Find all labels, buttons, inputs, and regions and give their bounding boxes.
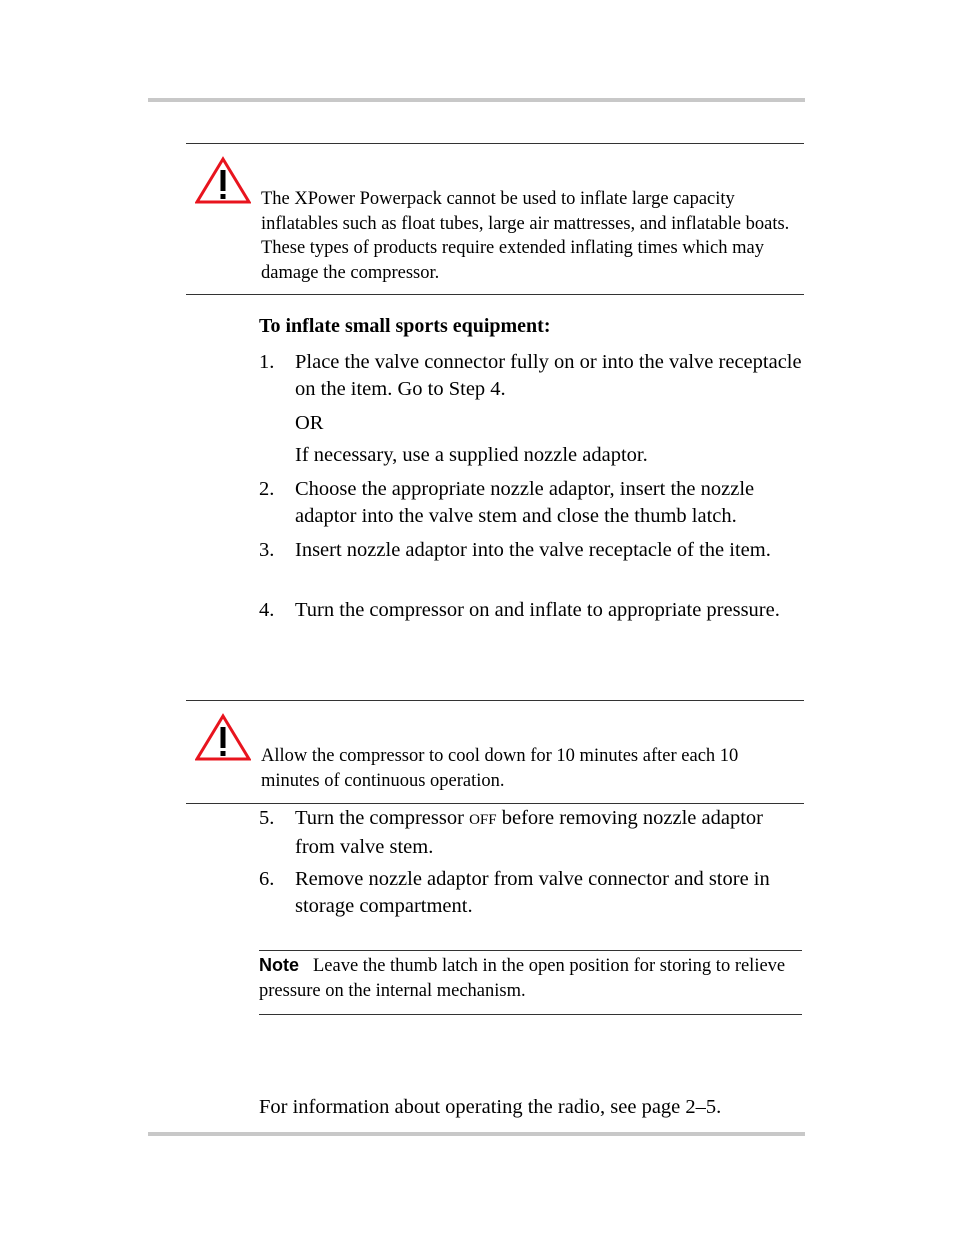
note-label: Note bbox=[259, 955, 299, 975]
radio-reference-text: For information about operating the radio, see page 2–5. bbox=[259, 1096, 722, 1118]
warning-text: The XPower Powerpack cannot be used to inflate large capacity inflatables such as float tubes, large air mattresses, and inflatable boats. These types of products require extended inflating times which may damage the compressor. bbox=[261, 189, 790, 283]
caution-text: Allow the compressor to cool down for 10 minutes after each 10 minutes of continuous operation. bbox=[261, 746, 739, 791]
note-bottom-rule bbox=[259, 1014, 802, 1015]
procedure-heading: To inflate small sports equipment: bbox=[259, 315, 551, 337]
caution-bottom-rule bbox=[186, 803, 804, 804]
step-number: 3. bbox=[259, 539, 275, 561]
step-number: 5. bbox=[259, 807, 275, 829]
step-text: Turn the compressor on and inflate to appropriate pressure. bbox=[295, 599, 780, 621]
step-number: 4. bbox=[259, 599, 275, 621]
footer-rule bbox=[148, 1132, 805, 1136]
note-block bbox=[259, 953, 799, 1004]
alternative-text: If necessary, use a supplied nozzle adaptor. bbox=[295, 444, 648, 466]
warning-triangle-icon bbox=[195, 156, 251, 204]
step-text-after: before removing nozzle adaptor from valve stem. bbox=[295, 807, 763, 858]
step-number: 2. bbox=[259, 478, 275, 500]
warning-bottom-rule bbox=[186, 294, 804, 295]
step-text-before: Turn the compressor bbox=[295, 807, 470, 829]
warning-triangle-icon bbox=[195, 713, 251, 761]
note-text: Leave the thumb latch in the open position for storing to relieve pressure on the internal mechanism. bbox=[259, 956, 786, 1001]
step-number: 6. bbox=[259, 868, 275, 890]
note-top-rule bbox=[259, 950, 802, 951]
off-smallcaps: OFF bbox=[469, 812, 497, 828]
step-text: Remove nozzle adaptor from valve connector and store in storage compartment. bbox=[295, 868, 770, 917]
step-text bbox=[295, 805, 805, 861]
step-text: Choose the appropriate nozzle adaptor, insert the nozzle adaptor into the valve stem and close the thumb latch. bbox=[295, 478, 755, 527]
step-text: Insert nozzle adaptor into the valve receptacle of the item. bbox=[295, 539, 771, 561]
header-rule bbox=[148, 98, 805, 102]
step-number: 1. bbox=[259, 351, 275, 373]
or-text: OR bbox=[295, 412, 324, 434]
warning-top-rule bbox=[186, 143, 804, 144]
caution-top-rule bbox=[186, 700, 804, 701]
step-text: Place the valve connector fully on or into the valve receptacle on the item. Go to Step 4. bbox=[295, 351, 802, 400]
